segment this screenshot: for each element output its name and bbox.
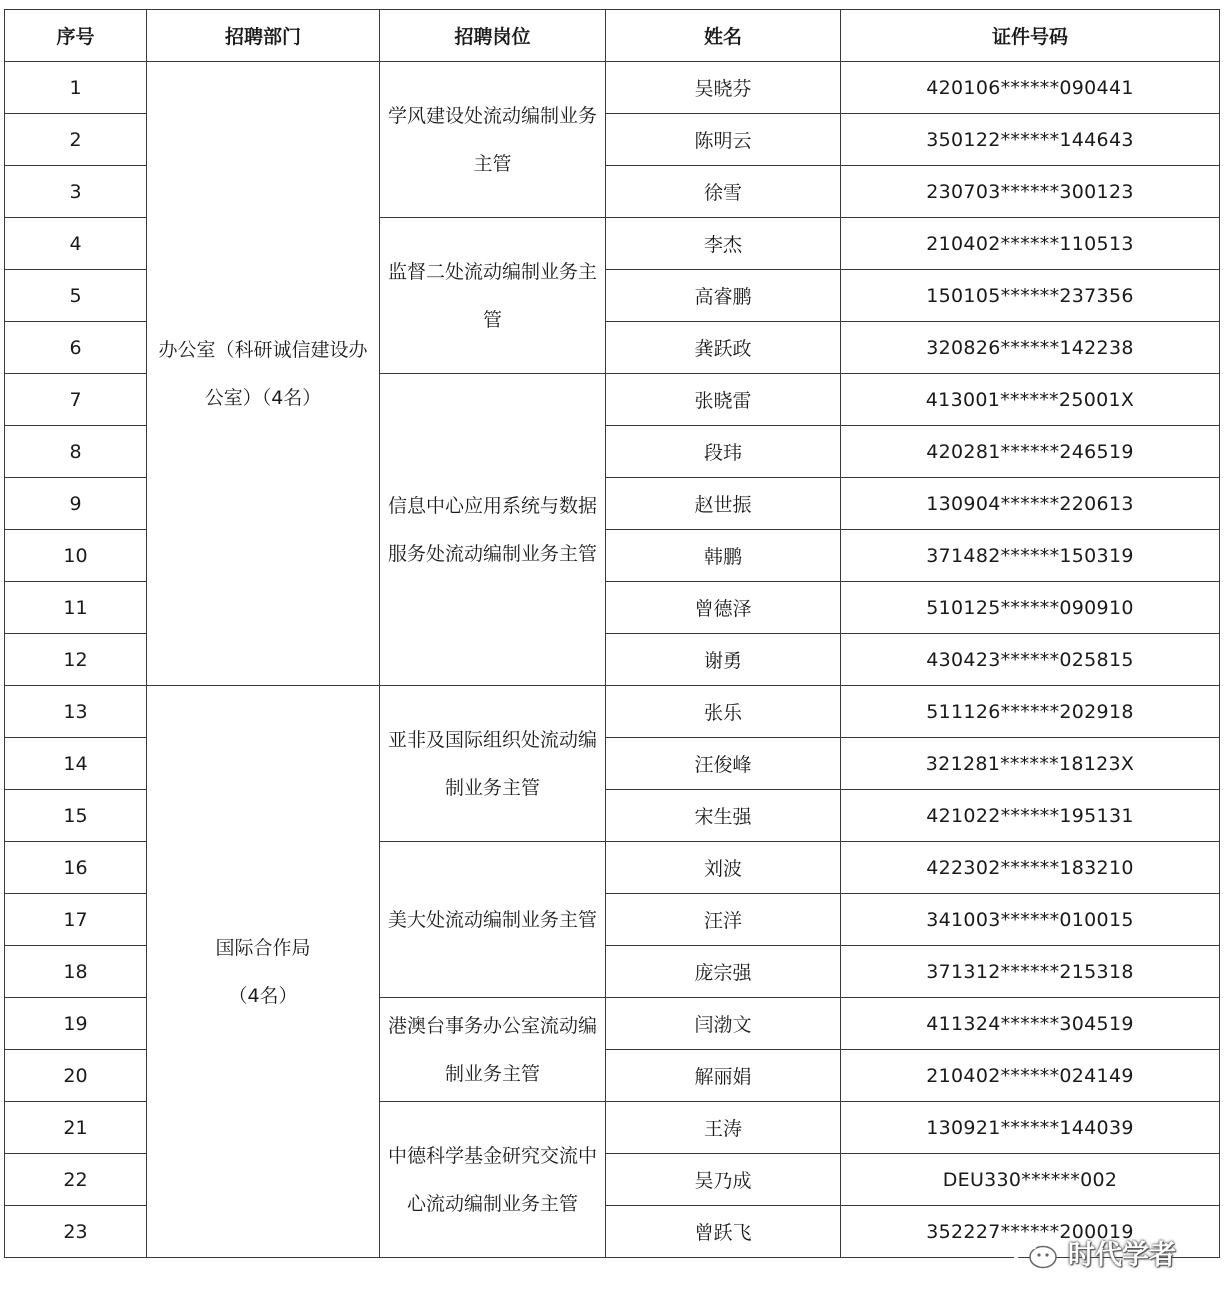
cell-id-number: 210402******110513 <box>841 218 1220 270</box>
cell-id-number: 420281******246519 <box>841 426 1220 478</box>
cell-name: 陈明云 <box>606 114 841 166</box>
cell-seq: 18 <box>5 946 147 998</box>
cell-name: 吴晓芬 <box>606 62 841 114</box>
cell-id-number: 420106******090441 <box>841 62 1220 114</box>
table-row <box>5 686 1220 738</box>
roster-table <box>4 9 1220 1258</box>
cell-name: 张晓雷 <box>606 374 841 426</box>
cell-id-number: 341003******010015 <box>841 894 1220 946</box>
cell-name: 张乐 <box>606 686 841 738</box>
cell-name: 徐雪 <box>606 166 841 218</box>
cell-id-number: 321281******18123X <box>841 738 1220 790</box>
cell-position: 监督二处流动编制业务主管 <box>380 218 606 374</box>
cell-name: 段玮 <box>606 426 841 478</box>
cell-id-number: 422302******183210 <box>841 842 1220 894</box>
cell-id-number: 421022******195131 <box>841 790 1220 842</box>
cell-id-number: 371312******215318 <box>841 946 1220 998</box>
cell-seq: 16 <box>5 842 147 894</box>
cell-seq: 19 <box>5 998 147 1050</box>
cell-position: 港澳台事务办公室流动编制业务主管 <box>380 998 606 1102</box>
cell-id-number: 371482******150319 <box>841 530 1220 582</box>
cell-seq: 21 <box>5 1102 147 1154</box>
cell-seq: 4 <box>5 218 147 270</box>
cell-seq: 8 <box>5 426 147 478</box>
header-seq: 序号 <box>5 10 147 62</box>
cell-name: 汪俊峰 <box>606 738 841 790</box>
cell-seq: 3 <box>5 166 147 218</box>
cell-seq: 14 <box>5 738 147 790</box>
cell-id-number: 150105******237356 <box>841 270 1220 322</box>
header-row <box>5 10 1220 62</box>
watermark <box>1010 1233 1176 1272</box>
cell-position: 信息中心应用系统与数据服务处流动编制业务主管 <box>380 374 606 686</box>
cell-seq: 23 <box>5 1206 147 1258</box>
cell-id-number: 320826******142238 <box>841 322 1220 374</box>
cell-name: 曾德泽 <box>606 582 841 634</box>
cell-name: 韩鹏 <box>606 530 841 582</box>
header-department: 招聘部门 <box>147 10 380 62</box>
cell-name: 谢勇 <box>606 634 841 686</box>
cell-seq: 2 <box>5 114 147 166</box>
cell-id-number: 430423******025815 <box>841 634 1220 686</box>
header-name: 姓名 <box>606 10 841 62</box>
cell-department: 国际合作局 （4名） <box>147 686 380 1258</box>
cell-name: 刘波 <box>606 842 841 894</box>
cell-name: 龚跃政 <box>606 322 841 374</box>
wechat-icon <box>1010 1234 1060 1272</box>
cell-id-number: 411324******304519 <box>841 998 1220 1050</box>
watermark-text: 时代学者 <box>1068 1240 1176 1271</box>
cell-name: 吴乃成 <box>606 1154 841 1206</box>
cell-seq: 6 <box>5 322 147 374</box>
header-id-number: 证件号码 <box>841 10 1220 62</box>
cell-name: 曾跃飞 <box>606 1206 841 1258</box>
cell-name: 王涛 <box>606 1102 841 1154</box>
cell-id-number: 350122******144643 <box>841 114 1220 166</box>
cell-name: 李杰 <box>606 218 841 270</box>
cell-id-number: 352227******200019 <box>841 1206 1220 1258</box>
cell-seq: 22 <box>5 1154 147 1206</box>
cell-id-number: 230703******300123 <box>841 166 1220 218</box>
cell-seq: 17 <box>5 894 147 946</box>
cell-name: 庞宗强 <box>606 946 841 998</box>
cell-id-number: 210402******024149 <box>841 1050 1220 1102</box>
cell-name: 高睿鹏 <box>606 270 841 322</box>
cell-seq: 13 <box>5 686 147 738</box>
cell-id-number: 511126******202918 <box>841 686 1220 738</box>
cell-seq: 5 <box>5 270 147 322</box>
cell-seq: 12 <box>5 634 147 686</box>
cell-seq: 1 <box>5 62 147 114</box>
cell-name: 汪洋 <box>606 894 841 946</box>
cell-seq: 15 <box>5 790 147 842</box>
cell-name: 闫渤文 <box>606 998 841 1050</box>
cell-name: 宋生强 <box>606 790 841 842</box>
cell-position: 亚非及国际组织处流动编制业务主管 <box>380 686 606 842</box>
cell-seq: 7 <box>5 374 147 426</box>
cell-position: 美大处流动编制业务主管 <box>380 842 606 998</box>
cell-name: 解丽娟 <box>606 1050 841 1102</box>
cell-department: 办公室（科研诚信建设办公室）（4名） <box>147 62 380 686</box>
cell-position: 学风建设处流动编制业务主管 <box>380 62 606 218</box>
cell-seq: 10 <box>5 530 147 582</box>
cell-id-number: DEU330******002 <box>841 1154 1220 1206</box>
cell-id-number: 510125******090910 <box>841 582 1220 634</box>
table-row <box>5 62 1220 114</box>
cell-seq: 11 <box>5 582 147 634</box>
header-position: 招聘岗位 <box>380 10 606 62</box>
cell-seq: 20 <box>5 1050 147 1102</box>
cell-position: 中德科学基金研究交流中心流动编制业务主管 <box>380 1102 606 1258</box>
cell-seq: 9 <box>5 478 147 530</box>
cell-id-number: 130904******220613 <box>841 478 1220 530</box>
cell-name: 赵世振 <box>606 478 841 530</box>
cell-id-number: 130921******144039 <box>841 1102 1220 1154</box>
cell-id-number: 413001******25001X <box>841 374 1220 426</box>
